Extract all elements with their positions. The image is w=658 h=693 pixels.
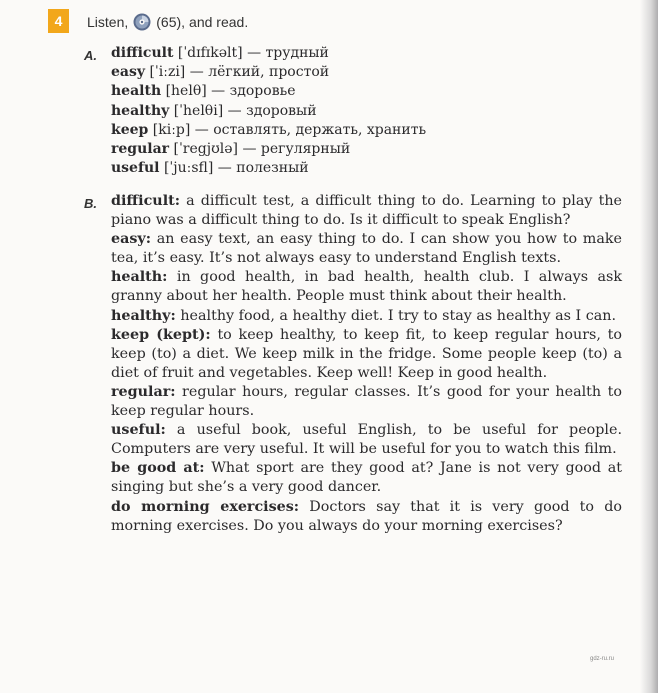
vocab-transcription: [kiːp]: [152, 121, 191, 138]
entry-text: a useful book, useful English, to be useful for people. Computers are very useful. It will be useful for you to watch this film.: [111, 422, 622, 458]
entry-text: Doctors say that it is very good to do morning exercises. Do you always do your morning exercises?: [111, 498, 622, 534]
usage-entry: [111, 192, 622, 230]
vocab-translation: оставлять, держать, хранить: [213, 121, 427, 138]
vocab-dash: —: [189, 64, 204, 81]
watermark: gdz-ru.ru: [590, 656, 615, 662]
entry-text: a difficult test, a difficult thing to do. Learning to play the piano was a difficult thing to do. Is it difficult to speak English?: [111, 193, 622, 229]
vocab-word: useful: [111, 160, 160, 177]
entry-text: regular hours, regular classes. It’s good for your health to keep regular hours.: [111, 383, 622, 420]
entry-text: in good health, in bad health, health club. I always ask granny about her health. People must think about their health.: [111, 269, 622, 305]
usage-entry: [111, 421, 622, 459]
vocab-transcription: [ˈhelθi]: [173, 102, 224, 119]
vocab-word: healthy: [111, 102, 170, 119]
page-edge-shadow: [640, 0, 658, 693]
vocab-transcription: [ˈiːzi]: [149, 64, 186, 81]
section-b-text: [111, 192, 622, 536]
vocab-word: difficult: [111, 45, 174, 61]
vocab-word: health: [111, 83, 162, 100]
exercise-number-badge: 4: [48, 9, 69, 33]
vocab-item: [111, 159, 591, 178]
vocab-item: [111, 63, 591, 82]
vocab-dash: —: [217, 160, 232, 177]
entry-term: do morning exercises:: [111, 498, 300, 515]
vocab-dash: —: [194, 121, 209, 138]
cd-audio-icon[interactable]: [133, 13, 151, 31]
vocab-transcription: [ˈdɪfɪkəlt]: [177, 45, 243, 61]
usage-entry: [111, 498, 622, 536]
vocabulary-list: [111, 44, 591, 178]
vocab-dash: —: [242, 141, 257, 158]
vocab-translation: здоровый: [246, 102, 317, 119]
entry-term: useful:: [111, 422, 166, 439]
entry-text: an easy text, an easy thing to do. I can show you how to make tea, it’s easy. It’s not always easy to understand English texts.: [111, 231, 623, 267]
vocab-translation: лёгкий, простой: [208, 64, 330, 81]
vocab-transcription: [helθ]: [165, 83, 207, 100]
entry-term: healthy:: [111, 307, 176, 324]
vocab-word: keep: [111, 121, 149, 138]
entry-term: health:: [111, 269, 168, 286]
entry-term: keep (kept):: [111, 326, 211, 343]
vocab-item: [111, 44, 591, 63]
vocab-translation: регулярный: [260, 141, 351, 158]
section-a-label: A.: [84, 48, 97, 63]
entry-term: be good at:: [111, 460, 205, 477]
entry-term: easy:: [111, 231, 151, 248]
vocab-translation: трудный: [265, 45, 329, 61]
vocab-dash: —: [247, 45, 262, 61]
vocab-item: [111, 102, 591, 121]
entry-text: to keep healthy, to keep fit, to keep regular hours, to keep (to) a diet. We keep milk in the fridge. Some people keep (to) a diet of fruit and vegetables. Keep well! Keep in good health.: [111, 326, 623, 381]
usage-entry: [111, 459, 622, 497]
vocab-dash: —: [211, 83, 226, 100]
vocab-transcription: [ˈjuːsfl]: [163, 160, 214, 177]
vocab-dash: —: [227, 102, 242, 119]
vocab-item: [111, 82, 591, 101]
entry-term: regular:: [111, 383, 176, 400]
section-b-label: B.: [84, 196, 97, 211]
entry-text: What sport are they good at? Jane is not very good at singing but she’s a very good dancer.: [111, 460, 622, 496]
vocab-translation: здоровье: [229, 83, 296, 100]
exercise-instruction: [87, 12, 248, 32]
vocab-translation: полезный: [236, 160, 309, 177]
usage-entry: [111, 268, 622, 306]
usage-entry: [111, 307, 622, 326]
instruction-listen: Listen,: [87, 14, 129, 30]
usage-entry: [111, 326, 622, 383]
vocab-transcription: [ˈregjʊlə]: [173, 141, 238, 158]
instruction-read: and read.: [189, 14, 249, 30]
vocab-word: easy: [111, 64, 145, 81]
entry-text: healthy food, a healthy diet. I try to stay as healthy as I can.: [180, 307, 616, 324]
track-number: (65),: [156, 14, 186, 30]
usage-entry: [111, 383, 622, 421]
usage-entry: [111, 230, 622, 268]
vocab-word: regular: [111, 141, 170, 158]
vocab-item: [111, 121, 591, 140]
vocab-item: [111, 140, 591, 159]
entry-term: difficult:: [111, 193, 181, 209]
